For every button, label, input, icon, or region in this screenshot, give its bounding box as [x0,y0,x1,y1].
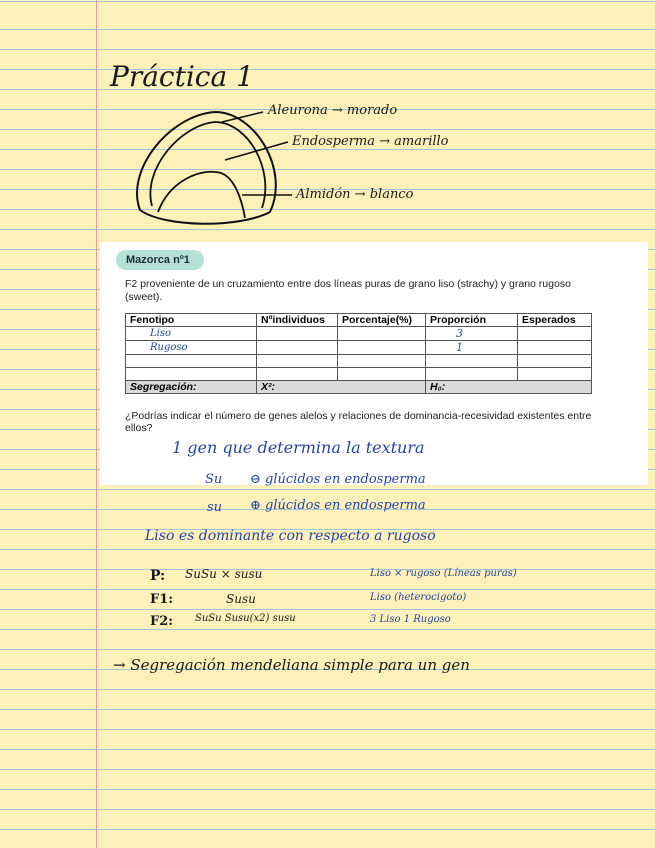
table-cell-fenotipo: Rugoso [126,341,257,355]
table-cell [518,341,592,355]
table-row [126,327,592,341]
chi-square-label: X²: [257,381,426,394]
table-cell [518,327,592,341]
table-row [126,355,592,368]
table-cell [257,368,338,381]
cross-f1-label: F1: [150,592,174,607]
note-allele-su-dominant-text: ⊖ glúcidos en endosperma [250,472,426,487]
note-gene: 1 gen que determina la textura [172,438,425,457]
conclusion-note: → Segregación mendeliana simple para un gen [113,656,470,674]
almidon-label: Almidón → blanco [296,187,414,202]
phenotype-table [125,313,592,394]
cross-f2-note: 3 Liso 1 Rugoso [370,614,451,625]
exercise-intro: F2 proveniente de un cruzamiento entre dos líneas puras de grano liso (strachy) y grano rugoso (sweet). [125,278,571,303]
segregation-label: Segregación: [126,381,257,394]
table-cell [338,327,426,341]
table-cell [257,341,338,355]
table-cell [126,355,257,368]
table-cell [126,368,257,381]
cross-f2-genotypes: SuSu Susu(x2) susu [195,613,296,624]
table-cell [426,355,518,368]
table-cell [518,368,592,381]
note-allele-su-recessive: su [207,500,223,515]
table-cell [257,355,338,368]
cross-p-label: P: [150,568,166,584]
table-row [126,368,592,381]
table-cell [338,355,426,368]
segregation-row [126,381,592,394]
table-cell-fenotipo: Liso [126,327,257,341]
cross-f1-genotype: Susu [226,592,256,606]
table-header: Fenotipo [126,314,257,327]
almidon-region [158,172,245,218]
grain-outline [137,112,276,224]
table-header: Porcentaje(%) [338,314,426,327]
cross-f1-note: Liso (heterocigoto) [370,592,467,603]
table-header-row [126,314,592,327]
page-title: Práctica 1 [110,60,254,93]
note-allele-su-dominant: Su [205,472,223,487]
h0-label: H₀: [426,381,592,394]
cross-p-note: Liso × rugoso (Líneas puras) [370,568,517,579]
note-dominance: Liso es dominante con respecto a rugoso [145,528,436,544]
table-cell [338,368,426,381]
endosperma-pointer [225,142,288,160]
table-cell [518,355,592,368]
margin-line [96,0,97,848]
cross-p-genotypes: SuSu × susu [185,567,263,581]
table-cell [426,368,518,381]
cross-f2-label: F2: [150,614,174,629]
table-cell [338,341,426,355]
mazorca-badge: Mazorca nº1 [116,250,204,270]
question-text: ¿Podrías indicar el número de genes alelos y relaciones de dominancia-recesividad existentes entre ellos? [125,410,592,434]
table-header: Esperados [518,314,592,327]
note-allele-su-recessive-text: ⊕ glúcidos en endosperma [250,498,426,513]
table-cell-proporcion: 1 [426,341,518,355]
table-cell [257,327,338,341]
grain-diagram [130,100,490,230]
endosperma-label: Endosperma → amarillo [292,134,449,149]
table-row [126,341,592,355]
table-header: Proporción [426,314,518,327]
table-cell-proporcion: 3 [426,327,518,341]
aleurona-label: Aleurona → morado [268,103,398,118]
table-header: Nºindividuos [257,314,338,327]
